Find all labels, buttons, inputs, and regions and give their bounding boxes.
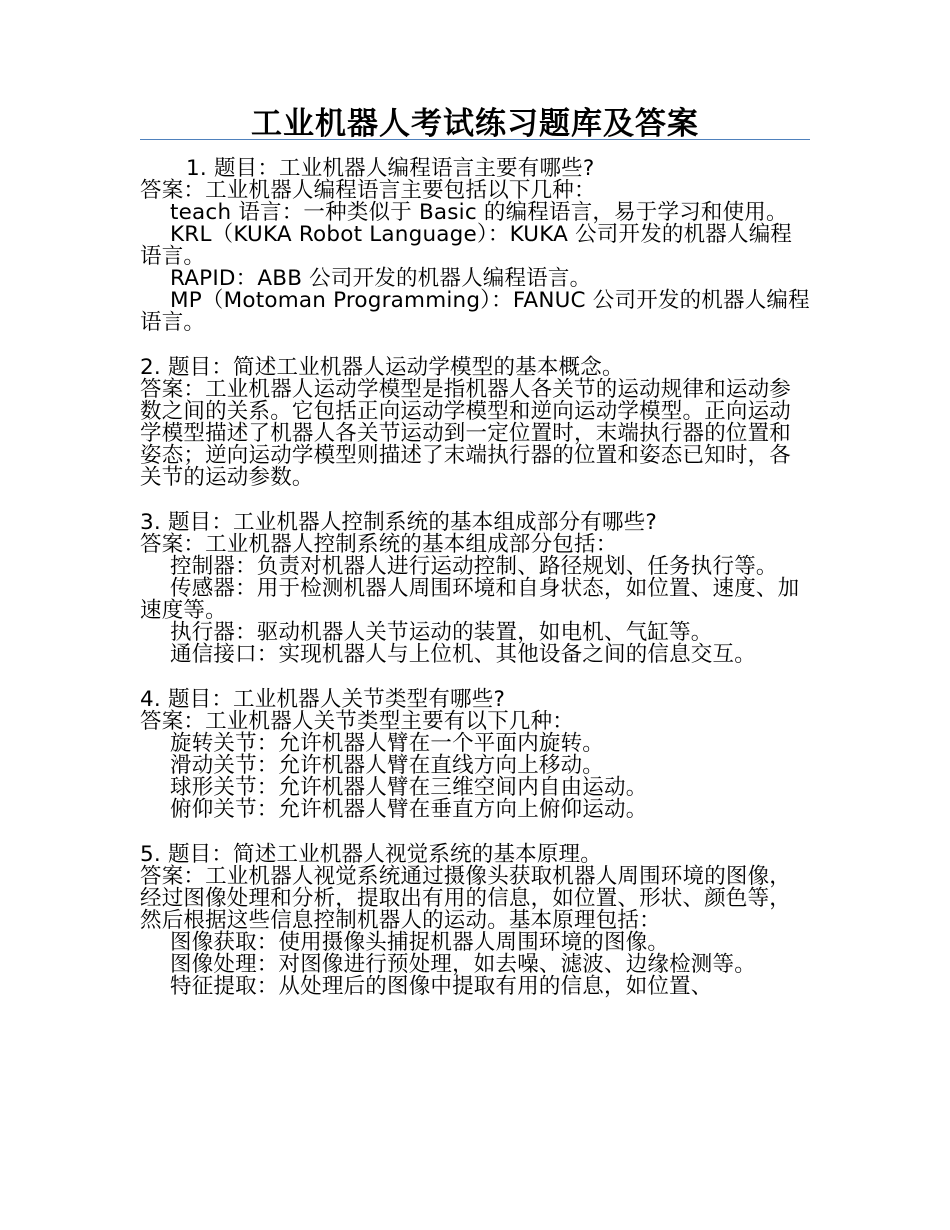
answer-1-item-2: KRL（KUKA Robot Language）：KUKA 公司开发的机器人编程语言。 bbox=[140, 222, 793, 269]
answer-5: 答案：工业机器人视觉系统通过摄像头获取机器人周围环境的图像，经过图像处理和分析，提取出有用的信息，如位置、形状、颜色等，然后根据这些信息控制机器人的运动。基本原理包括： bbox=[140, 864, 792, 933]
document-body bbox=[140, 158, 812, 998]
answer-5-item-2: 图像处理：对图像进行预处理，如去噪、滤波、边缘检测等。 bbox=[170, 952, 756, 977]
answer-3-item-2: 传感器：用于检测机器人周围环境和自身状态，如位置、速度、加速度等。 bbox=[140, 576, 800, 623]
answer-4-item-2: 滑动关节：允许机器人臂在直线方向上移动。 bbox=[170, 753, 605, 778]
answer-4: 答案：工业机器人关节类型主要有以下几种： bbox=[140, 709, 575, 734]
question-2: 2. 题目：简述工业机器人运动学模型的基本概念。 bbox=[140, 355, 624, 380]
question-3: 3. 题目：工业机器人控制系统的基本组成部分有哪些? bbox=[140, 510, 657, 535]
answer-4-item-1: 旋转关节：允许机器人臂在一个平面内旋转。 bbox=[170, 731, 605, 756]
document-title: 工业机器人考试练习题库及答案 bbox=[251, 106, 699, 142]
answer-5-item-1: 图像获取：使用摄像头捕捉机器人周围环境的图像。 bbox=[170, 930, 670, 955]
answer-1-item-1: teach 语言：一种类似于 Basic 的编程语言，易于学习和使用。 bbox=[170, 200, 788, 225]
answer-5-item-3: 特征提取：从处理后的图像中提取有用的信息，如位置、 bbox=[170, 974, 713, 999]
question-5: 5. 题目：简述工业机器人视觉系统的基本原理。 bbox=[140, 842, 602, 867]
answer-3: 答案：工业机器人控制系统的基本组成部分包括： bbox=[140, 532, 618, 557]
answer-3-item-4: 通信接口：实现机器人与上位机、其他设备之间的信息交互。 bbox=[170, 642, 756, 667]
answer-3-item-3: 执行器：驱动机器人关节运动的装置，如电机、气缸等。 bbox=[170, 620, 713, 645]
title-underline bbox=[140, 139, 810, 140]
answer-2: 答案：工业机器人运动学模型是指机器人各关节的运动规律和运动参数之间的关系。它包括正向运动学模型和逆向运动学模型。正向运动学模型描述了机器人各关节运动到一定位置时，末端执行器的位置和姿态；逆向运动学模型则描述了末端执行器的位置和姿态已知时，各关节的运动参数。 bbox=[140, 377, 792, 490]
answer-1-item-4: MP（Motoman Programming）：FANUC 公司开发的机器人编程语言。 bbox=[140, 288, 810, 335]
answer-1: 答案：工业机器人编程语言主要包括以下几种： bbox=[140, 178, 596, 203]
answer-1-item-3: RAPID：ABB 公司开发的机器人编程语言。 bbox=[170, 266, 592, 291]
answer-4-item-4: 俯仰关节：允许机器人臂在垂直方向上俯仰运动。 bbox=[170, 797, 648, 822]
question-4: 4. 题目：工业机器人关节类型有哪些? bbox=[140, 687, 506, 712]
question-1: 1. 题目：工业机器人编程语言主要有哪些? bbox=[186, 156, 595, 181]
answer-3-item-1: 控制器：负责对机器人进行运动控制、路径规划、任务执行等。 bbox=[170, 554, 778, 579]
answer-4-item-3: 球形关节：允许机器人臂在三维空间内自由运动。 bbox=[170, 775, 648, 800]
